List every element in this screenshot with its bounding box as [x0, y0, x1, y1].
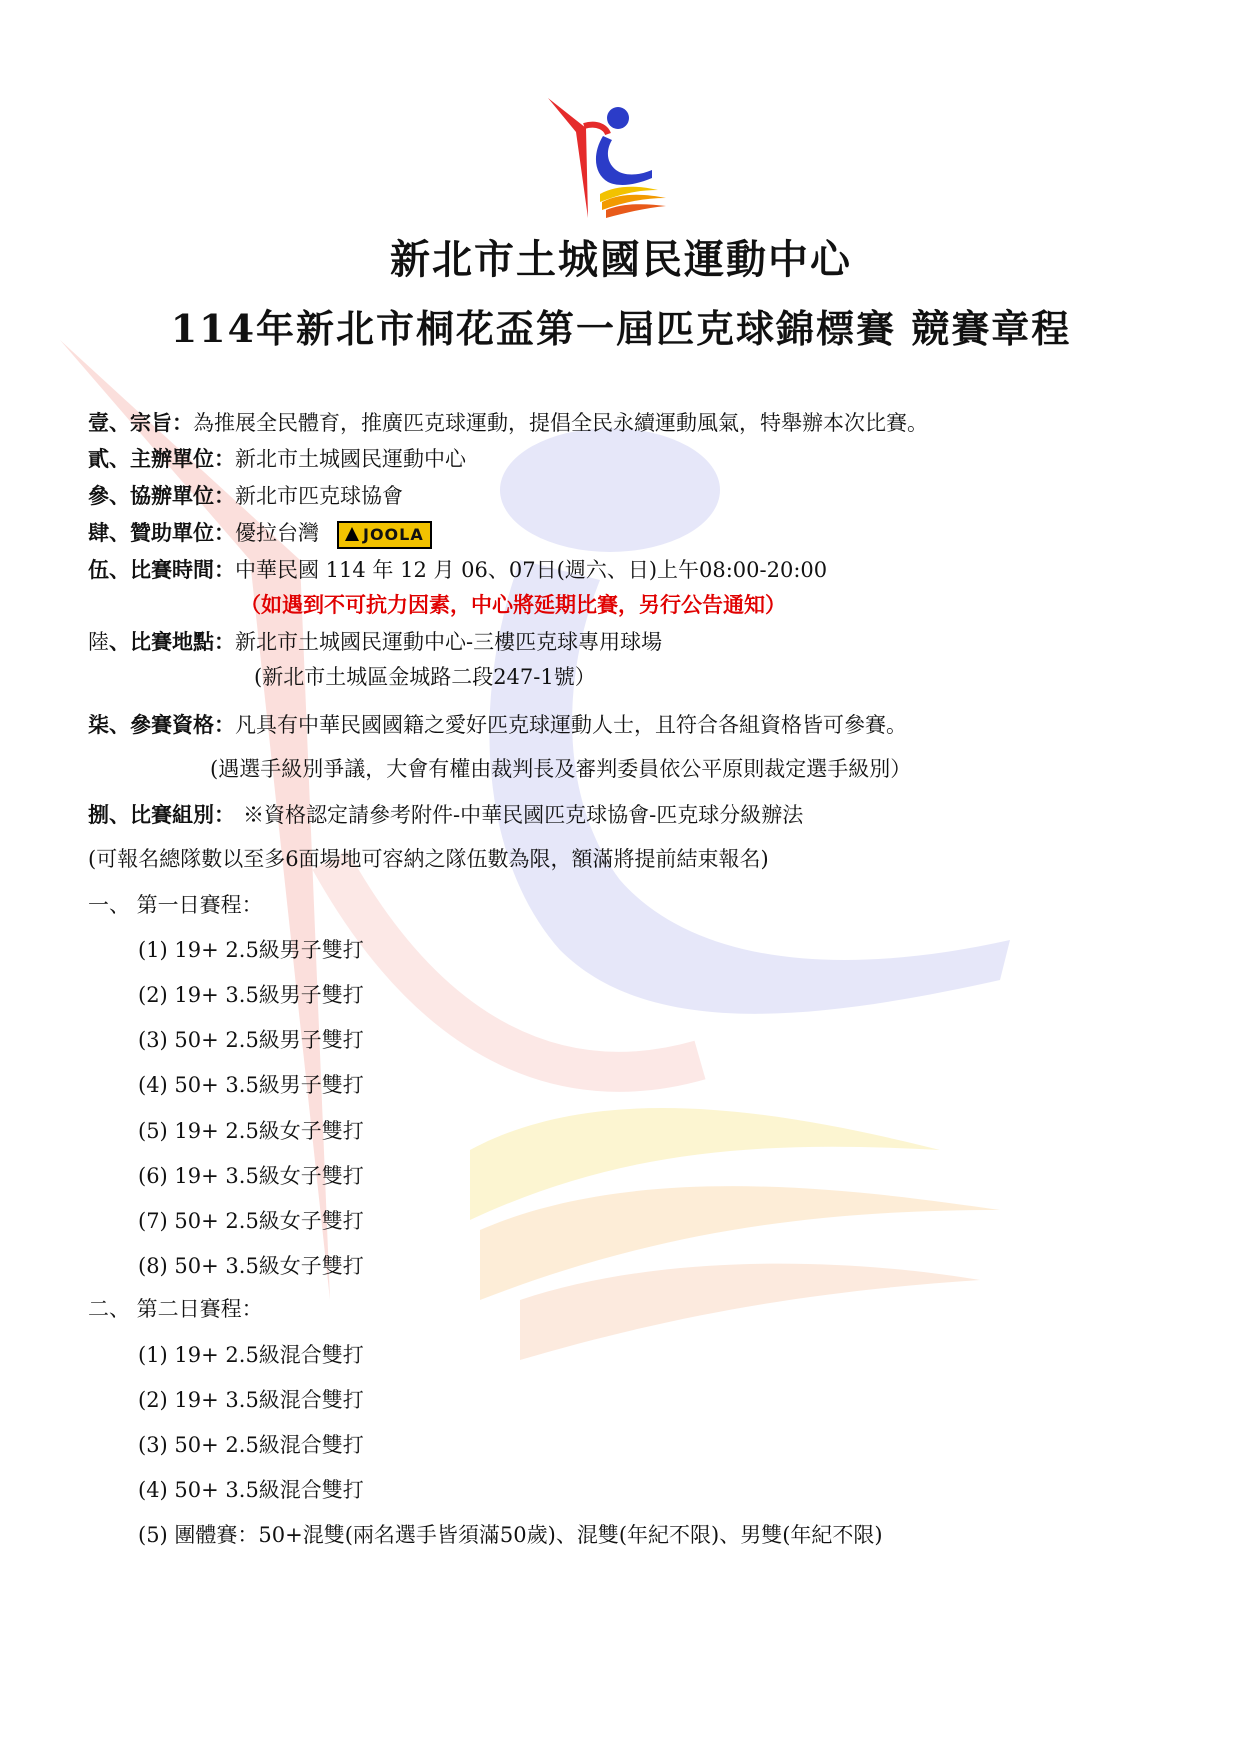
eligibility-text: 凡具有中華民國國籍之愛好匹克球運動人士，且符合各組資格皆可參賽。: [235, 713, 907, 737]
day1-item: (1) 19+ 2.5級男子雙打: [138, 938, 364, 962]
venue-line: [88, 627, 662, 657]
day1-item: (4) 50+ 3.5級男子雙打: [138, 1073, 364, 1097]
venue-label: 、比賽地點：: [109, 629, 235, 654]
purpose-label: 壹、宗旨：: [88, 410, 193, 435]
venue-address: (新北市土城區金城路二段247-1號）: [254, 665, 596, 689]
day1-item: (6) 19+ 3.5級女子雙打: [138, 1164, 364, 1188]
joola-logo-text: JOOLA: [363, 524, 424, 544]
divisions-label: 捌、比賽組別：: [88, 802, 235, 827]
venue-label-prefix: 陸: [88, 630, 109, 654]
joola-logo: [337, 521, 432, 549]
sponsor-line: [88, 518, 432, 549]
day2-item: (4) 50+ 3.5級混合雙打: [138, 1478, 364, 1502]
divisions-note: (可報名總隊數以至多6面場地可容納之隊伍數為限，額滿將提前結束報名): [88, 847, 769, 871]
day2-item: (1) 19+ 2.5級混合雙打: [138, 1343, 364, 1367]
day1-heading: 一、 第一日賽程：: [88, 893, 263, 917]
time-note: （如遇到不可抗力因素，中心將延期比賽，另行公告通知）: [240, 592, 786, 617]
day2-heading: 二、 第二日賽程：: [88, 1297, 263, 1321]
day1-item: (7) 50+ 2.5級女子雙打: [138, 1209, 364, 1233]
organizer-text: 新北市土城國民運動中心: [235, 447, 466, 471]
organizer-line: [88, 444, 466, 474]
event-title: 114年新北市桐花盃第一屆匹克球錦標賽 競賽章程: [170, 306, 1072, 351]
joola-triangle-icon: [345, 527, 359, 541]
eligibility-note: (遇選手級別爭議，大會有權由裁判長及審判委員依公平原則裁定選手級別）: [210, 757, 912, 781]
co-organizer-label: 參、協辦單位：: [88, 483, 235, 508]
venue-text: 新北市土城國民運動中心-三樓匹克球專用球場: [235, 630, 663, 654]
day1-item: (5) 19+ 2.5級女子雙打: [138, 1119, 364, 1143]
organization-title: 新北市土城國民運動中心: [390, 236, 852, 283]
day1-item: (3) 50+ 2.5級男子雙打: [138, 1028, 364, 1052]
organizer-label: 貳、主辦單位：: [88, 446, 235, 471]
co-organizer-text: 新北市匹克球協會: [235, 484, 403, 508]
tucheng-sports-center-logo: [548, 98, 680, 222]
eligibility-line: [88, 710, 907, 740]
day2-item: (2) 19+ 3.5級混合雙打: [138, 1388, 364, 1412]
co-organizer-line: [88, 481, 403, 511]
time-line: [88, 555, 827, 585]
purpose-text: 為推展全民體育，推廣匹克球運動，提倡全民永續運動風氣，特舉辦本次比賽。: [193, 411, 928, 435]
time-text: 中華民國 114 年 12 月 06、07日(週六、日)上午08:00-20:00: [235, 558, 828, 582]
time-label: 伍、比賽時間：: [88, 557, 235, 582]
purpose-line: [88, 408, 928, 438]
day2-item: (5) 團體賽：50+混雙(兩名選手皆須滿50歲)、混雙(年紀不限)、男雙(年紀不限): [138, 1523, 883, 1547]
eligibility-label: 柒、參賽資格：: [88, 712, 235, 737]
divisions-text: ※資格認定請參考附件-中華民國匹克球協會-匹克球分級辦法: [243, 803, 804, 827]
day1-item: (8) 50+ 3.5級女子雙打: [138, 1254, 364, 1278]
sponsor-text: 優拉台灣: [235, 521, 319, 545]
day1-item: (2) 19+ 3.5級男子雙打: [138, 983, 364, 1007]
divisions-line: [88, 800, 803, 830]
day2-item: (3) 50+ 2.5級混合雙打: [138, 1433, 364, 1457]
sponsor-label: 肆、贊助單位：: [88, 520, 235, 545]
